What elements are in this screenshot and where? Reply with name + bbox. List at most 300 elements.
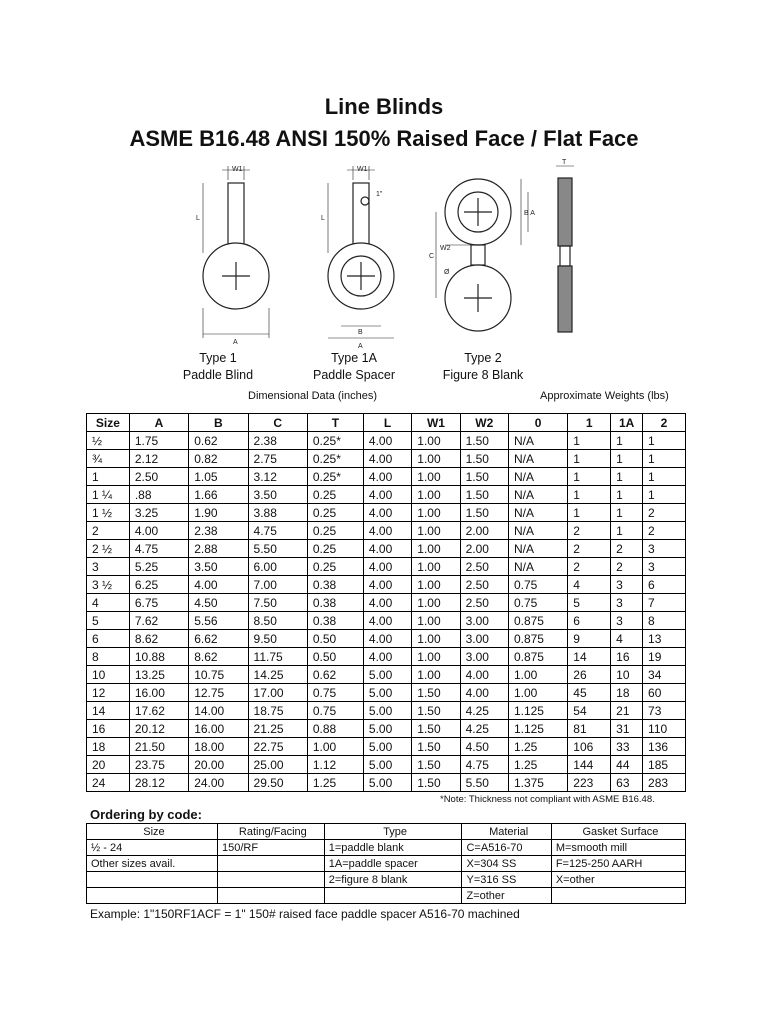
dimensions-cell: 4 [87, 594, 130, 612]
dimensions-cell: 9 [568, 630, 611, 648]
dimensions-cell: 1 [643, 432, 686, 450]
dimensions-cell: 1.66 [189, 486, 248, 504]
dimensions-row [87, 648, 686, 666]
dimensions-cell: 0.25* [307, 450, 363, 468]
dimensions-cell: 106 [568, 738, 611, 756]
page-title: Line Blinds [324, 94, 444, 119]
dimensions-header-cell: Size [87, 414, 130, 432]
dimensions-cell: 1.00 [412, 450, 460, 468]
dimensions-cell: 24 [87, 774, 130, 792]
example-text: Example: 1"150RF1ACF = 1" 150# raised face paddle spacer A516-70 machined [90, 907, 520, 921]
dimensions-row [87, 630, 686, 648]
dimensions-cell: 1.50 [412, 684, 460, 702]
dimensions-cell: 283 [643, 774, 686, 792]
dimensions-cell: 1.00 [412, 630, 460, 648]
dimensions-cell: 18 [611, 684, 643, 702]
dimensions-cell: 5.25 [129, 558, 188, 576]
ordering-table [86, 823, 686, 904]
dimensions-cell: 1.25 [508, 756, 567, 774]
dimensions-cell: .88 [129, 486, 188, 504]
dimensions-cell: 17.62 [129, 702, 188, 720]
dimensions-cell: 1.50 [460, 468, 508, 486]
dimensions-cell: 14 [568, 648, 611, 666]
dimensions-cell: 1 ½ [87, 504, 130, 522]
dimensions-cell: 1.00 [412, 612, 460, 630]
dimensions-cell: 1 [568, 504, 611, 522]
dimensions-cell: 1.00 [412, 648, 460, 666]
dimensions-cell: 1.50 [460, 432, 508, 450]
ordering-cell: Other sizes avail. [87, 856, 218, 872]
dimensions-cell: 3.88 [248, 504, 307, 522]
dimensions-cell: 6 [87, 630, 130, 648]
dimensions-cell: 0.75 [508, 594, 567, 612]
dimensions-header-cell: 2 [643, 414, 686, 432]
dimensions-cell: 7 [643, 594, 686, 612]
thickness-note: *Note: Thickness not compliant with ASME B16.48. [440, 794, 655, 805]
dimensions-cell: 0.875 [508, 648, 567, 666]
line-blind-diagrams [180, 158, 590, 353]
dimensions-cell: 8 [87, 648, 130, 666]
dimensions-cell: 1 [611, 432, 643, 450]
ordering-row [87, 872, 686, 888]
dimensions-cell: 2.38 [189, 522, 248, 540]
dimensions-cell: 45 [568, 684, 611, 702]
dimensions-cell: 4.00 [363, 432, 411, 450]
ordering-cell: X=304 SS [462, 856, 551, 872]
dimensions-cell: 2 [611, 540, 643, 558]
dimensions-cell: 1.00 [412, 468, 460, 486]
dimensions-cell: 2 [643, 504, 686, 522]
dimensions-cell: 16.00 [129, 684, 188, 702]
dimensions-cell: 3 ½ [87, 576, 130, 594]
dimensions-cell: 34 [643, 666, 686, 684]
dimensions-cell: 16.00 [189, 720, 248, 738]
dimensions-cell: 1.50 [412, 756, 460, 774]
dimensions-row [87, 720, 686, 738]
dimensions-row [87, 504, 686, 522]
dimensions-cell: 3 [643, 540, 686, 558]
dimensions-cell: 6.00 [248, 558, 307, 576]
ordering-cell: 1=paddle blank [324, 840, 462, 856]
dimensions-cell: 2.00 [460, 540, 508, 558]
ordering-cell [217, 856, 324, 872]
dimensions-cell: 1.50 [460, 486, 508, 504]
dimensions-cell: N/A [508, 432, 567, 450]
dimensions-cell: 136 [643, 738, 686, 756]
dimensions-cell: 0.75 [307, 702, 363, 720]
dimensions-row [87, 450, 686, 468]
dimensions-cell: 5.00 [363, 720, 411, 738]
dimensions-cell: 6.75 [129, 594, 188, 612]
dimensions-row [87, 594, 686, 612]
caption-type-1: Type 1 Paddle Blind [182, 351, 254, 382]
dimensions-row [87, 576, 686, 594]
thickness-side-view [556, 166, 574, 332]
dimensions-cell: N/A [508, 558, 567, 576]
dimensions-cell: N/A [508, 450, 567, 468]
page-subtitle: ASME B16.48 ANSI 150% Raised Face / Flat Face [129, 126, 639, 151]
dimensions-cell: 0.82 [189, 450, 248, 468]
dimensions-cell: 16 [611, 648, 643, 666]
dimensions-header-cell: C [248, 414, 307, 432]
dimensions-cell: 1.00 [412, 558, 460, 576]
dimensions-cell: 11.75 [248, 648, 307, 666]
svg-text:W2: W2 [440, 245, 451, 252]
dimensions-cell: 0.25 [307, 558, 363, 576]
dimensions-cell: 2 [611, 558, 643, 576]
dimensions-cell: 2 ½ [87, 540, 130, 558]
dimensions-cell: 5 [87, 612, 130, 630]
dimensions-table [86, 413, 686, 792]
dimensions-cell: 4.00 [363, 612, 411, 630]
dimensions-cell: 1.05 [189, 468, 248, 486]
dimensions-cell: 73 [643, 702, 686, 720]
dimensions-header-cell: 1A [611, 414, 643, 432]
paddle-blind-figure [203, 166, 269, 338]
dimensions-header-cell: 1 [568, 414, 611, 432]
dimensions-cell: 0.25 [307, 540, 363, 558]
ordering-cell: F=125-250 AARH [551, 856, 685, 872]
dimensions-cell: 1.75 [129, 432, 188, 450]
dimensions-cell: 2.75 [248, 450, 307, 468]
ordering-header-cell: Rating/Facing [217, 824, 324, 840]
ordering-header-cell: Gasket Surface [551, 824, 685, 840]
dimensions-cell: 4.50 [189, 594, 248, 612]
dimensions-cell: 2 [87, 522, 130, 540]
dimensions-cell: 0.50 [307, 630, 363, 648]
svg-text:A: A [233, 339, 238, 346]
dimensions-header-cell: L [363, 414, 411, 432]
dimensions-cell: 2.50 [129, 468, 188, 486]
ordering-header-cell: Material [462, 824, 551, 840]
dimensions-cell: 8.62 [129, 630, 188, 648]
dimensions-cell: 4.50 [460, 738, 508, 756]
dimensions-cell: 21 [611, 702, 643, 720]
dimensions-cell: 10 [87, 666, 130, 684]
dimensions-cell: 1 [643, 486, 686, 504]
dimensions-cell: 1.125 [508, 720, 567, 738]
dimensions-cell: 1.50 [412, 720, 460, 738]
dimensions-cell: 2.38 [248, 432, 307, 450]
dimensions-cell: 18.00 [189, 738, 248, 756]
dimensions-cell: 5.50 [248, 540, 307, 558]
dimensions-row [87, 468, 686, 486]
dimensions-cell: 1.50 [412, 702, 460, 720]
dimensions-cell: 2 [643, 522, 686, 540]
dimensions-cell: 2.50 [460, 558, 508, 576]
dimensions-cell: 18.75 [248, 702, 307, 720]
dimensions-cell: 8 [643, 612, 686, 630]
dimensions-cell: 28.12 [129, 774, 188, 792]
dimensions-cell: 2.50 [460, 576, 508, 594]
dimensions-cell: 0.875 [508, 612, 567, 630]
dimensions-cell: 3.00 [460, 648, 508, 666]
dimensions-cell: 1 [611, 504, 643, 522]
dimensions-cell: 1.25 [508, 738, 567, 756]
dimensions-cell: 10.75 [189, 666, 248, 684]
dimensions-row [87, 774, 686, 792]
dimensions-header-cell: W1 [412, 414, 460, 432]
dimensions-cell: 0.25* [307, 432, 363, 450]
dimensions-cell: 20.12 [129, 720, 188, 738]
dimensions-cell: 18 [87, 738, 130, 756]
dimensions-cell: 5.00 [363, 738, 411, 756]
dimensions-cell: 14.00 [189, 702, 248, 720]
dimensions-cell: 2.00 [460, 522, 508, 540]
dimensions-cell: 5.50 [460, 774, 508, 792]
dimensions-cell: 54 [568, 702, 611, 720]
ordering-cell [217, 872, 324, 888]
dimensions-cell: 9.50 [248, 630, 307, 648]
dimensions-cell: 0.62 [189, 432, 248, 450]
dimensions-cell: 7.62 [129, 612, 188, 630]
ordering-cell: Z=other [462, 888, 551, 904]
dimensions-row [87, 486, 686, 504]
dimensions-cell: 4.75 [460, 756, 508, 774]
dimensions-cell: ½ [87, 432, 130, 450]
svg-text:B: B [358, 329, 363, 336]
dimensions-cell: 1.25 [307, 774, 363, 792]
ordering-cell: M=smooth mill [551, 840, 685, 856]
dimensions-cell: 1 [568, 468, 611, 486]
dimensions-cell: 4.00 [363, 576, 411, 594]
dimensions-cell: 60 [643, 684, 686, 702]
dimensions-cell: 4.75 [248, 522, 307, 540]
dimensions-cell: 1 [568, 450, 611, 468]
dimensions-cell: 1 [611, 522, 643, 540]
dimensions-cell: 5.56 [189, 612, 248, 630]
dimensions-cell: 0.25 [307, 504, 363, 522]
dimensions-cell: 3.00 [460, 612, 508, 630]
dimensions-cell: 1.00 [412, 666, 460, 684]
dimensions-cell: 1.00 [412, 504, 460, 522]
dimensions-cell: 144 [568, 756, 611, 774]
dimensions-cell: 1.00 [412, 522, 460, 540]
dimensions-cell: 4.00 [363, 630, 411, 648]
dimensions-cell: 1 [643, 468, 686, 486]
dimensions-cell: 21.50 [129, 738, 188, 756]
dimensions-cell: 1 ¼ [87, 486, 130, 504]
dimensions-cell: 13.25 [129, 666, 188, 684]
dimensions-cell: 0.50 [307, 648, 363, 666]
dimensions-cell: 25.00 [248, 756, 307, 774]
dimensions-cell: 5.00 [363, 774, 411, 792]
caption-type-2: Type 2 Figure 8 Blank [442, 351, 524, 382]
dimensions-cell: 0.62 [307, 666, 363, 684]
ordering-row [87, 856, 686, 872]
svg-text:L: L [196, 215, 200, 222]
dimensions-cell: 6 [568, 612, 611, 630]
dimensions-cell: 14.25 [248, 666, 307, 684]
dimensions-cell: 2.88 [189, 540, 248, 558]
dimensions-cell: N/A [508, 504, 567, 522]
dimensions-cell: 4.00 [363, 486, 411, 504]
dimensions-cell: 24.00 [189, 774, 248, 792]
dimensions-header-cell: A [129, 414, 188, 432]
dimensions-row [87, 756, 686, 774]
dimensions-row [87, 558, 686, 576]
dimensions-cell: 3 [611, 576, 643, 594]
dimensions-cell: 44 [611, 756, 643, 774]
dimensions-cell: 223 [568, 774, 611, 792]
dimensions-cell: 1 [568, 486, 611, 504]
dimensions-cell: 4.75 [129, 540, 188, 558]
dimensions-row [87, 702, 686, 720]
weights-header: Approximate Weights (lbs) [540, 390, 669, 402]
dimensions-cell: 13 [643, 630, 686, 648]
dimensions-cell: 2 [568, 522, 611, 540]
dimensions-cell: 4.00 [363, 468, 411, 486]
dimensions-cell: 4 [568, 576, 611, 594]
svg-text:C: C [429, 253, 435, 260]
dimensions-cell: 1.50 [460, 504, 508, 522]
ordering-cell: 2=figure 8 blank [324, 872, 462, 888]
dimensions-cell: 1.00 [412, 432, 460, 450]
dimensions-row [87, 666, 686, 684]
ordering-cell: 150/RF [217, 840, 324, 856]
dimensions-cell: 3.50 [189, 558, 248, 576]
svg-text:W1: W1 [357, 166, 368, 173]
dimensions-cell: 33 [611, 738, 643, 756]
dimensions-cell: 1 [611, 450, 643, 468]
svg-text:Ø: Ø [444, 269, 450, 276]
dimensions-cell: 6 [643, 576, 686, 594]
dimensions-row [87, 432, 686, 450]
dimensions-cell: 17.00 [248, 684, 307, 702]
ordering-cell: C=A516-70 [462, 840, 551, 856]
dimensions-cell: 29.50 [248, 774, 307, 792]
dimensions-cell: 5.00 [363, 666, 411, 684]
dimensions-cell: 2 [568, 540, 611, 558]
dimensions-cell: 5.00 [363, 702, 411, 720]
dimensions-header-cell: 0 [508, 414, 567, 432]
dimensions-cell: 20.00 [189, 756, 248, 774]
dimensions-cell: 5 [568, 594, 611, 612]
dimensions-cell: 1 [643, 450, 686, 468]
dimensions-cell: N/A [508, 522, 567, 540]
dimensions-row [87, 540, 686, 558]
dimensions-cell: N/A [508, 540, 567, 558]
dimensions-cell: 12 [87, 684, 130, 702]
dimensions-cell: 3 [643, 558, 686, 576]
dimensions-cell: 16 [87, 720, 130, 738]
ordering-cell: ½ - 24 [87, 840, 218, 856]
dimensions-cell: 3 [611, 594, 643, 612]
dimensions-cell: 3 [87, 558, 130, 576]
dimensions-cell: 1.00 [412, 576, 460, 594]
dimensions-cell: 0.38 [307, 576, 363, 594]
ordering-cell [87, 888, 218, 904]
svg-text:L: L [321, 215, 325, 222]
paddle-spacer-figure [328, 166, 394, 338]
dimensions-cell: 7.50 [248, 594, 307, 612]
dimensions-cell: N/A [508, 486, 567, 504]
dimensions-cell: 1.375 [508, 774, 567, 792]
dimensions-cell: 1.00 [412, 540, 460, 558]
dimensions-cell: 2.12 [129, 450, 188, 468]
dimensions-cell: 6.25 [129, 576, 188, 594]
dimensions-cell: 0.38 [307, 612, 363, 630]
dimensions-cell: 1 [568, 432, 611, 450]
dimensions-cell: 110 [643, 720, 686, 738]
dimensions-cell: 10 [611, 666, 643, 684]
svg-text:T: T [562, 159, 567, 166]
dimensions-cell: 0.75 [508, 576, 567, 594]
ordering-cell [324, 888, 462, 904]
dimensions-cell: 21.25 [248, 720, 307, 738]
dimensions-cell: 4.00 [129, 522, 188, 540]
dimensions-cell: 22.75 [248, 738, 307, 756]
dimensions-header-cell: B [189, 414, 248, 432]
dimensions-header-cell: T [307, 414, 363, 432]
dimensions-cell: 5.00 [363, 756, 411, 774]
dimensions-cell: 20 [87, 756, 130, 774]
dimensions-cell: 10.88 [129, 648, 188, 666]
dimensions-cell: 1.00 [307, 738, 363, 756]
dimensions-row [87, 684, 686, 702]
svg-text:A: A [358, 343, 363, 350]
dimensions-cell: 4.00 [363, 522, 411, 540]
ordering-cell: 1A=paddle spacer [324, 856, 462, 872]
dimensions-cell: 23.75 [129, 756, 188, 774]
dimensions-cell: 4.00 [363, 450, 411, 468]
dimensions-cell: 19 [643, 648, 686, 666]
dimensions-cell: 4.25 [460, 720, 508, 738]
dimensions-cell: 1.50 [412, 774, 460, 792]
dimensions-cell: 1 [611, 468, 643, 486]
dimensions-cell: 1.00 [508, 684, 567, 702]
dimensions-cell: 31 [611, 720, 643, 738]
svg-text:W1: W1 [232, 166, 243, 173]
dimensions-row [87, 522, 686, 540]
svg-text:1": 1" [376, 191, 383, 198]
dimensions-cell: 4.00 [363, 594, 411, 612]
dimensions-cell: 3.25 [129, 504, 188, 522]
ordering-header-cell: Type [324, 824, 462, 840]
dimensions-cell: 185 [643, 756, 686, 774]
dimensions-cell: 1.125 [508, 702, 567, 720]
dimensions-cell: 3 [611, 612, 643, 630]
dimensions-cell: 2 [568, 558, 611, 576]
ordering-cell: Y=316 SS [462, 872, 551, 888]
dimensions-cell: 1 [611, 486, 643, 504]
dimensions-cell: 1.90 [189, 504, 248, 522]
svg-text:B A: B A [524, 210, 535, 217]
dimensions-row [87, 738, 686, 756]
dimensions-cell: 1.12 [307, 756, 363, 774]
dimensions-cell: 1.00 [412, 594, 460, 612]
dimensions-cell: 4 [611, 630, 643, 648]
dimensions-cell: 0.25* [307, 468, 363, 486]
ordering-header-cell: Size [87, 824, 218, 840]
dimensions-cell: 6.62 [189, 630, 248, 648]
ordering-cell [217, 888, 324, 904]
ordering-cell: X=other [551, 872, 685, 888]
dimensions-cell: 4.25 [460, 702, 508, 720]
dimensions-cell: 5.00 [363, 684, 411, 702]
dimensions-cell: 3.50 [248, 486, 307, 504]
ordering-row [87, 840, 686, 856]
dimensions-cell: 81 [568, 720, 611, 738]
dimensions-cell: 4.00 [460, 666, 508, 684]
dimensions-cell: 1 [87, 468, 130, 486]
dimensions-cell: 3.00 [460, 630, 508, 648]
dimensions-cell: 0.88 [307, 720, 363, 738]
ordering-row [87, 888, 686, 904]
dimensions-cell: 4.00 [363, 648, 411, 666]
dimensions-cell: 7.00 [248, 576, 307, 594]
dimensions-cell: 26 [568, 666, 611, 684]
